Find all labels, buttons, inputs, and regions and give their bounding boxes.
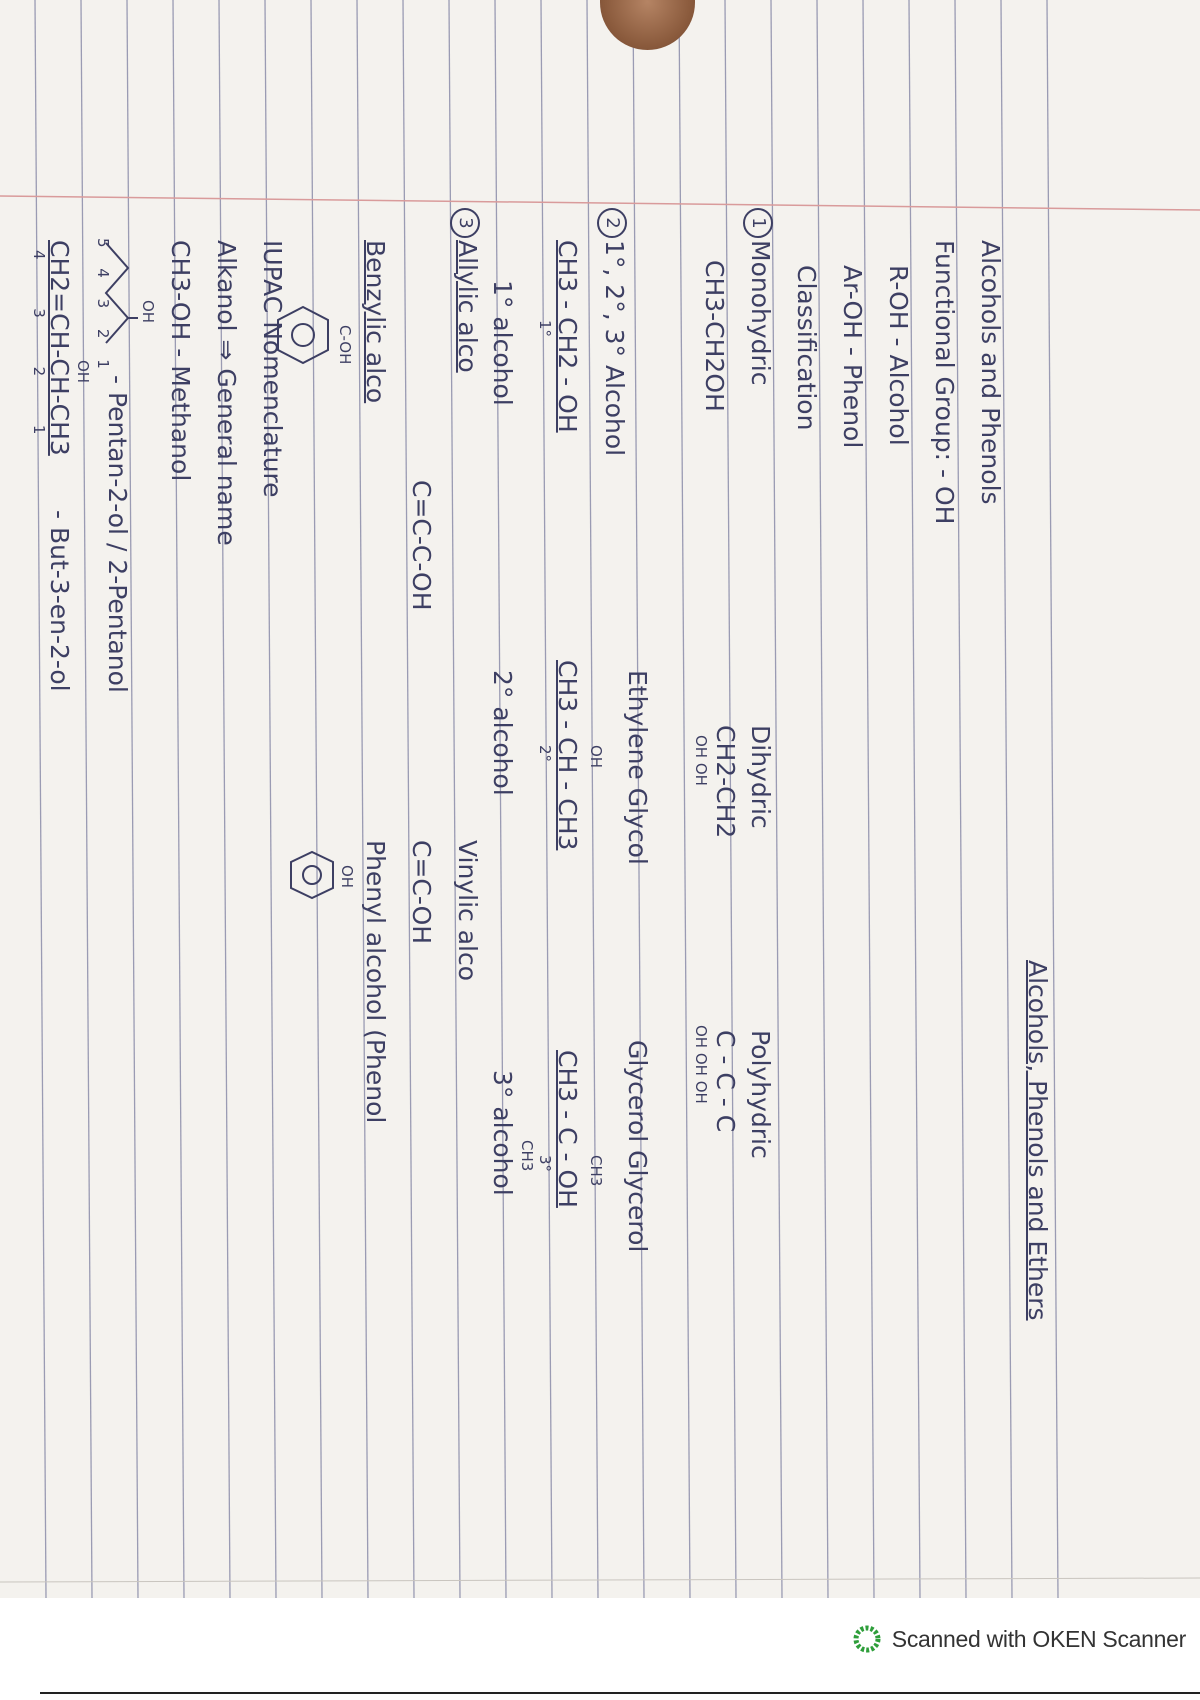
degrees-heading: 1°, 2°, 3° Alcohol (600, 240, 629, 457)
iupac-ex2-numbers: 5 4 3 2 1 (94, 238, 112, 377)
item-number-2: 2 (597, 208, 627, 238)
iupac-example-3: CH2=CH-CH-CH3 (45, 240, 74, 456)
vinylic-label: Vinylic alco (453, 840, 482, 982)
iupac-heading: IUPAC Nomenclature (258, 240, 287, 498)
scan-footer (0, 1598, 1200, 1700)
monohydric-label: Monohydric (746, 240, 775, 386)
dihydric-example: CH2-CH2 (711, 725, 740, 839)
primary-label: 1° alcohol (488, 280, 517, 406)
tertiary-label: 3° alcohol (488, 1070, 517, 1196)
phenyl-benzene-ring (289, 850, 335, 900)
dihydric-oh: OH OH (692, 735, 710, 786)
handwritten-notes (20, 217, 1130, 1560)
item-number-1: 1 (743, 208, 773, 238)
intro-line-3: R-OH - Alcohol (884, 265, 913, 446)
iupac-example-1: CH3-OH - Methanol (166, 240, 195, 482)
secondary-oh: OH (587, 745, 605, 769)
classification-heading: Classification (792, 265, 821, 431)
phenyl-label: Phenyl alcohol (Phenol (361, 840, 390, 1124)
allylic-example: C=C-C-OH (407, 480, 436, 611)
iupac-ex2-oh: OH (139, 300, 157, 324)
intro-line-4: Ar-OH - Phenol (838, 265, 867, 449)
dihydric-name: Ethylene Glycol (623, 670, 652, 865)
benzylic-sub: C-OH (336, 325, 354, 365)
intro-line-1: Alcohols and Phenols (976, 240, 1005, 505)
tertiary-bottom: CH3 (518, 1140, 536, 1172)
secondary-example: CH3 - CH - CH3 (553, 660, 582, 851)
tertiary-mark: 3° (536, 1155, 554, 1173)
benzylic-label: Benzylic alco (361, 240, 390, 404)
iupac-rule: Alkanol ⇒ General name (212, 240, 241, 546)
oken-scanner-logo-icon (852, 1624, 882, 1654)
secondary-mark: 2° (536, 745, 554, 763)
intro-line-2: Functional Group: - OH (930, 240, 959, 525)
iupac-example-2-name: - Pentan-2-ol / 2-Pentanol (103, 375, 132, 693)
scanner-watermark (852, 1624, 1186, 1654)
tertiary-example: CH3 - C - OH (553, 1050, 582, 1208)
phenyl-sub: OH (338, 865, 356, 889)
iupac-example-3-name: - But-3-en-2-ol (45, 510, 74, 692)
item-number-3: 3 (450, 208, 480, 238)
page-title: Alcohols, Phenols and Ethers (1023, 960, 1052, 1321)
monohydric-example: CH3-CH2OH (700, 260, 729, 412)
iupac-ex3-oh: OH (74, 360, 92, 384)
footer-divider (40, 1692, 1200, 1694)
dihydric-label: Dihydric (746, 725, 775, 829)
iupac-ex3-numbers: 4 3 2 1 (30, 250, 48, 457)
scanner-label: Scanned with OKEN Scanner (891, 1625, 1186, 1652)
polyhydric-name: Glycerol Glycerol (623, 1040, 652, 1253)
vinylic-example: C=C-OH (407, 840, 436, 945)
allylic-label: Allylic alco (453, 240, 482, 373)
primary-example: CH3 - CH2 - OH (553, 240, 582, 433)
tertiary-top: CH3 (587, 1155, 605, 1187)
polyhydric-label: Polyhydric (746, 1030, 775, 1159)
secondary-label: 2° alcohol (488, 670, 517, 796)
polyhydric-example: C - C - C (711, 1030, 740, 1133)
primary-mark: 1° (536, 320, 554, 338)
polyhydric-oh: OH OH OH (692, 1025, 710, 1104)
